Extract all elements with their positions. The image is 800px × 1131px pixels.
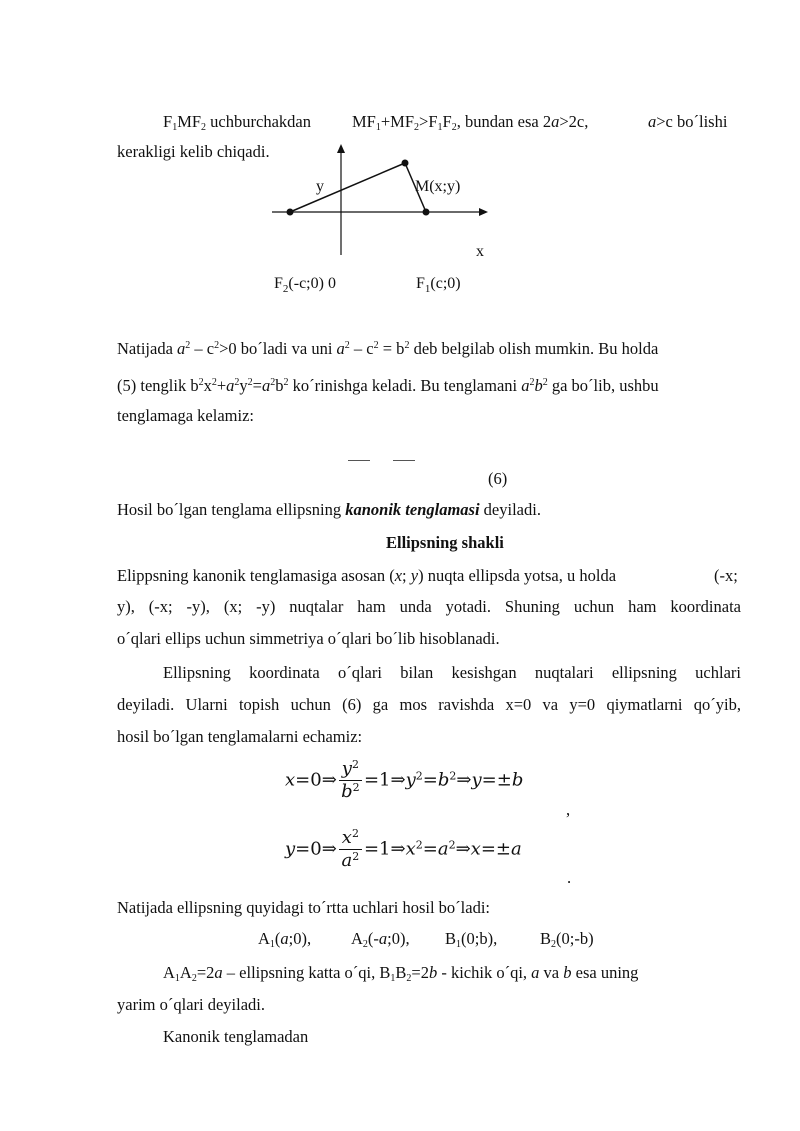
- math-var: b: [437, 769, 450, 791]
- math-var: y: [285, 838, 296, 860]
- math-var: x: [341, 827, 352, 848]
- superscript: 2: [283, 377, 289, 388]
- text: >2c,: [559, 112, 589, 131]
- math-op: =±: [480, 838, 511, 860]
- text: – c: [190, 339, 215, 358]
- text: Natijada: [117, 339, 178, 358]
- point-m-label: M(x;y): [415, 178, 461, 195]
- text: ga bo´lib, ushbu: [547, 376, 659, 395]
- math-op: =0⇒: [295, 838, 337, 860]
- math-var: b: [511, 769, 524, 791]
- paragraph-line: Ellipsning koordinata o´qlari bilan kesishgan nuqtalari ellipsning uchlari: [163, 663, 741, 682]
- paragraph-line: [163, 112, 311, 132]
- superscript: 2: [415, 769, 423, 783]
- math-var: x: [405, 838, 416, 860]
- text: >c bo´lishi: [656, 112, 728, 131]
- superscript: 2: [344, 340, 350, 351]
- paragraph-line: hosil bo´lgan tenglamalarni echamiz:: [117, 727, 363, 746]
- math-op: ⇒: [456, 769, 472, 791]
- superscript: 2: [214, 340, 220, 351]
- text: deb belgilab olish mumkin. Bu holda: [409, 339, 659, 358]
- point-f2: [287, 209, 294, 216]
- math-var: y: [405, 769, 416, 791]
- math-var: a: [341, 850, 353, 871]
- fraction: [339, 827, 362, 872]
- text: >0 bo´ladi va uni: [219, 339, 337, 358]
- text: a: [648, 112, 657, 131]
- y-axis-label: y: [316, 178, 324, 195]
- text: – c: [349, 339, 374, 358]
- text: >F: [419, 112, 438, 131]
- superscript: 2: [529, 377, 535, 388]
- punctuation: .: [567, 868, 572, 887]
- math-op: =1⇒: [363, 769, 406, 791]
- math-op: =0⇒: [295, 769, 337, 791]
- superscript: 2: [448, 838, 456, 852]
- vertex-a2: $A_2(-a;0)$,: [351, 929, 410, 950]
- superscript: 2: [234, 377, 240, 388]
- superscript: 2: [404, 340, 410, 351]
- f1-label: $F_1(c;0)$: [416, 275, 461, 295]
- math-op: =: [422, 838, 438, 860]
- superscript: 2: [351, 758, 359, 771]
- paragraph-line: o´qlari ellips uchun simmetriya o´qlari bo´lib hisoblanadi.: [117, 629, 500, 648]
- paragraph-line: [352, 112, 588, 132]
- paragraph-line: tenglamaga kelamiz:: [117, 406, 254, 425]
- paragraph-line: kerakligi kelib chiqadi.: [117, 142, 270, 161]
- text: ;: [402, 566, 411, 585]
- text: (5) tenglik b: [117, 376, 199, 395]
- text: Hosil bo´lgan tenglama ellipsning: [117, 500, 346, 519]
- paragraph-line: yarim o´qlari deyiladi.: [117, 995, 265, 1014]
- text: y: [239, 376, 248, 395]
- text: a: [226, 376, 235, 395]
- math-op: =1⇒: [363, 838, 406, 860]
- text: +: [216, 376, 227, 395]
- subscript: 2: [201, 122, 207, 133]
- math-var: b: [341, 781, 353, 802]
- text: x: [394, 566, 403, 585]
- superscript: 2: [351, 827, 359, 840]
- text: = b: [378, 339, 405, 358]
- vertex-b1: $B_1(0;b)$,: [445, 929, 498, 950]
- paragraph-line: y), (-x; -y), (x; -y) nuqtalar ham unda yotadi. Shuning uchun ham koordinata: [117, 597, 741, 616]
- text: MF: [177, 112, 202, 131]
- text: a: [521, 376, 530, 395]
- superscript: 2: [198, 377, 204, 388]
- text: a: [336, 339, 345, 358]
- point-m: [402, 160, 409, 167]
- subscript: 1: [437, 122, 443, 133]
- text: Elippsning kanonik tenglamasiga asosan (: [117, 566, 395, 585]
- equation-number: (6): [488, 469, 508, 488]
- paragraph-line: [648, 112, 727, 132]
- paragraph-line: [117, 339, 658, 359]
- punctuation: ,: [566, 800, 571, 819]
- fraction-bar: [348, 460, 370, 461]
- paragraph-line: Natijada ellipsning quyidagi to´rtta uchlari hosil bo´ladi:: [117, 898, 490, 917]
- superscript: 2: [449, 769, 457, 783]
- term-emphasis: kanonik tenglamasi: [345, 500, 480, 519]
- superscript: 2: [211, 377, 217, 388]
- text: x: [203, 376, 212, 395]
- superscript: 2: [373, 340, 379, 351]
- math-op: =±: [481, 769, 512, 791]
- text: a: [551, 112, 560, 131]
- equation-y-zero: [285, 827, 522, 872]
- paragraph-line: [117, 500, 541, 520]
- text: ko´rinishga keladi. Bu tenglamani: [288, 376, 522, 395]
- text: F: [442, 112, 452, 131]
- x-axis-arrow-icon: [479, 208, 488, 216]
- paragraph-line: [117, 376, 659, 396]
- ellipse-focus-figure: [260, 140, 500, 300]
- text: a: [261, 376, 271, 395]
- text: ) nuqta ellipsda yotsa, u holda: [418, 566, 617, 585]
- math-var: y: [341, 758, 352, 779]
- superscript: 2: [247, 377, 253, 388]
- superscript: 2: [415, 838, 423, 852]
- fraction: [339, 758, 362, 803]
- superscript: 2: [270, 377, 276, 388]
- text: =: [252, 376, 262, 395]
- math-var: a: [510, 838, 522, 860]
- paragraph-line: (-x;: [714, 566, 738, 585]
- text: uchburchakdan: [206, 112, 311, 131]
- section-heading: Ellipsning shakli: [386, 533, 504, 552]
- text: y: [410, 566, 419, 585]
- math-var: y: [471, 769, 482, 791]
- fraction-bar: [393, 460, 415, 461]
- equation-x-zero: [285, 758, 523, 803]
- superscript: 2: [185, 340, 191, 351]
- math-var: x: [470, 838, 481, 860]
- math-op: =: [422, 769, 438, 791]
- math-var: a: [437, 838, 449, 860]
- text: +MF: [380, 112, 415, 131]
- math-var: x: [285, 769, 296, 791]
- paragraph-line: deyiladi. Ularni topish uchun (6) ga mos ravishda x=0 va y=0 qiymatlarni qo´yib,: [117, 695, 741, 714]
- vertex-a1: $A_1(a;0)$,: [258, 929, 312, 950]
- text: b: [275, 376, 284, 395]
- text: , bundan esa 2: [456, 112, 552, 131]
- vertex-b2: $B_2(0;-b)$: [540, 929, 594, 950]
- f2-label: $F_2(-c;0)$ 0: [274, 275, 336, 295]
- text: F: [163, 112, 173, 131]
- paragraph-line: $A_1A_2=2a$ – ellipsning katta o´qi, $B_1B_2=2b$ - kichik o´qi, a va b esa uning: [163, 963, 639, 984]
- subscript: 2: [451, 122, 457, 133]
- subscript: 2: [414, 122, 420, 133]
- text: MF: [352, 112, 376, 131]
- math-op: ⇒: [455, 838, 471, 860]
- superscript: 2: [352, 781, 360, 794]
- superscript: 2: [542, 377, 548, 388]
- point-f1: [423, 209, 430, 216]
- text: a: [177, 339, 186, 358]
- paragraph-line: [117, 566, 616, 586]
- superscript: 2: [352, 850, 360, 863]
- text: b: [534, 376, 543, 395]
- y-axis-arrow-icon: [337, 144, 345, 153]
- subscript: 1: [172, 122, 178, 133]
- text: deyiladi.: [479, 500, 541, 519]
- x-axis-label: x: [476, 243, 484, 260]
- paragraph-line: Kanonik tenglamadan: [163, 1027, 309, 1046]
- segment-f2-m: [290, 163, 405, 212]
- subscript: 1: [375, 122, 381, 133]
